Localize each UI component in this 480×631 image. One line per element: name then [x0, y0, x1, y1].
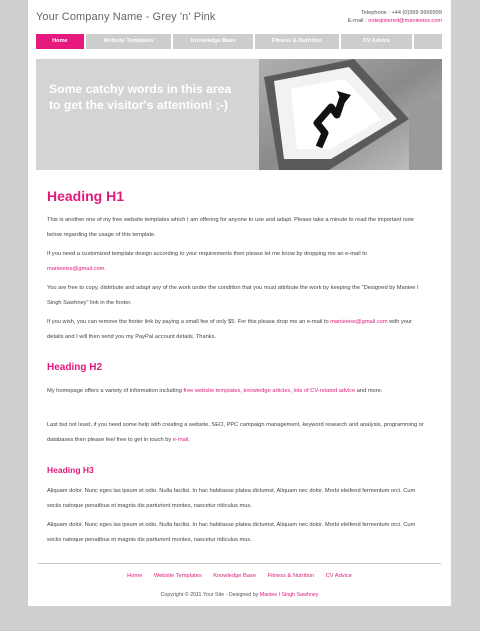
paragraph-5-text: My homepage offers a variety of information including — [47, 388, 184, 394]
road-sign-image — [259, 59, 442, 170]
copyright-text: Copyright © 2011 Your Site - Designed by — [160, 592, 260, 598]
company-name: Your Company Name - Grey 'n' Pink — [36, 11, 216, 23]
nav-filler — [414, 34, 442, 49]
footer-link-website-templates[interactable]: Website Templates — [153, 573, 202, 579]
paragraph-4 — [47, 315, 425, 344]
paragraph-6-text: Last but not least, if you need some help with creating a website, SEO, PPC campaign management, keyword research and analysis, programming or databases then please feel free to get in touch by — [47, 422, 424, 443]
link-cv-advice[interactable]: lots of CV-related advice — [293, 388, 356, 394]
footer-nav — [28, 573, 451, 579]
paragraph-4-text: If you wish, you can remove the footer link by paying a small fee of only $5. For this please drop me an e-mail to — [47, 319, 329, 325]
heading-h1: Heading H1 — [47, 188, 125, 204]
nav-knowledge-base[interactable]: Knowledge Base — [173, 34, 253, 49]
email-label: E-mail : — [347, 18, 369, 24]
hero-banner — [36, 59, 442, 170]
contact-info — [348, 9, 442, 25]
paragraph-4-text-end: with your details and I will then send you my PayPal account details. Thanks. — [47, 319, 412, 340]
email-line — [348, 17, 442, 25]
paragraph-6 — [47, 418, 425, 447]
paragraph-1: This is another one of my free website templates which I am offering for anyone to use and adapt. Please take a minute to read the important note below regarding the usage of this template. — [47, 217, 414, 238]
nav-fitness-nutrition[interactable]: Fitness & Nutrition — [255, 34, 339, 49]
paragraph-2-text: If you need a customized template design according to your requirements then please let me know by dropping me an e-mail to — [47, 251, 367, 257]
hero-text: Some catchy words in this area to get the visitor's attention! ;-) — [49, 82, 232, 112]
link-knowledge-articles[interactable]: knowledge articles — [243, 388, 291, 394]
footer-link-home[interactable]: Home — [127, 573, 143, 579]
footer-link-knowledge-base[interactable]: Knowledge Base — [213, 573, 256, 579]
paragraph-6-end: . — [188, 436, 190, 443]
paragraph-8: Aliquam dolor. Nunc eges las ipsum et odio. Nulla facilisi. In hac habitasse platea dictumst. Aliquam nec dolor. Morbi eleifend fermentum orci. Cum sociis natoque penatibus et magnis dis parturient montes, nascetur ridiculus mus. — [47, 522, 416, 543]
paragraph-7: Aliquam dolor. Nunc eges las ipsum et odio. Nulla facilisi. In hac habitasse platea dictumst. Aliquam nec dolor. Morbi eleifend fermentum orci. Cum sociis natoque penatibus et magnis dis parturient montes, nascetur ridiculus mus. — [47, 488, 416, 509]
paragraph-2 — [47, 247, 425, 276]
page-container — [28, 0, 451, 606]
designer-link[interactable]: Maniee I Singh Sawhney — [259, 592, 319, 598]
nav-website-templates[interactable]: Website Templates — [86, 34, 172, 49]
telephone: Telephone : +44 (0)999 9999999 — [360, 10, 442, 16]
p2-email-link[interactable]: manieeiss@gmail.com. — [47, 265, 106, 272]
heading-h2: Heading H2 — [47, 362, 103, 373]
nav-cv-advice[interactable]: CV Advice — [341, 34, 413, 49]
nav-home[interactable]: Home — [36, 34, 84, 49]
footer-divider — [38, 563, 441, 564]
heading-h3: Heading H3 — [47, 465, 94, 475]
main-nav — [36, 34, 442, 49]
header-email-link[interactable]: noteqistered@manieeiss.com — [368, 18, 442, 24]
link-email[interactable]: e-mail — [172, 436, 189, 443]
copyright — [28, 592, 451, 598]
paragraph-5 — [47, 384, 425, 399]
footer-link-fitness-nutrition[interactable]: Fitness & Nutrition — [267, 573, 315, 579]
separator: , — [290, 388, 294, 394]
footer-link-cv-advice[interactable]: CV Advice — [325, 573, 352, 579]
paragraph-5-text-end: and more. — [355, 388, 383, 394]
link-free-website-templates[interactable]: free website templates — [183, 388, 241, 394]
separator: , — [240, 388, 244, 394]
p4-email-link[interactable]: manieeiss@gmail.com — [330, 319, 388, 325]
paragraph-3: You are free to copy, distribute and adapt any of the work under the condition that you must attribute the work by keeping the "Designed by Maniee I Singh Sawhney" link in the footer. — [47, 285, 419, 306]
